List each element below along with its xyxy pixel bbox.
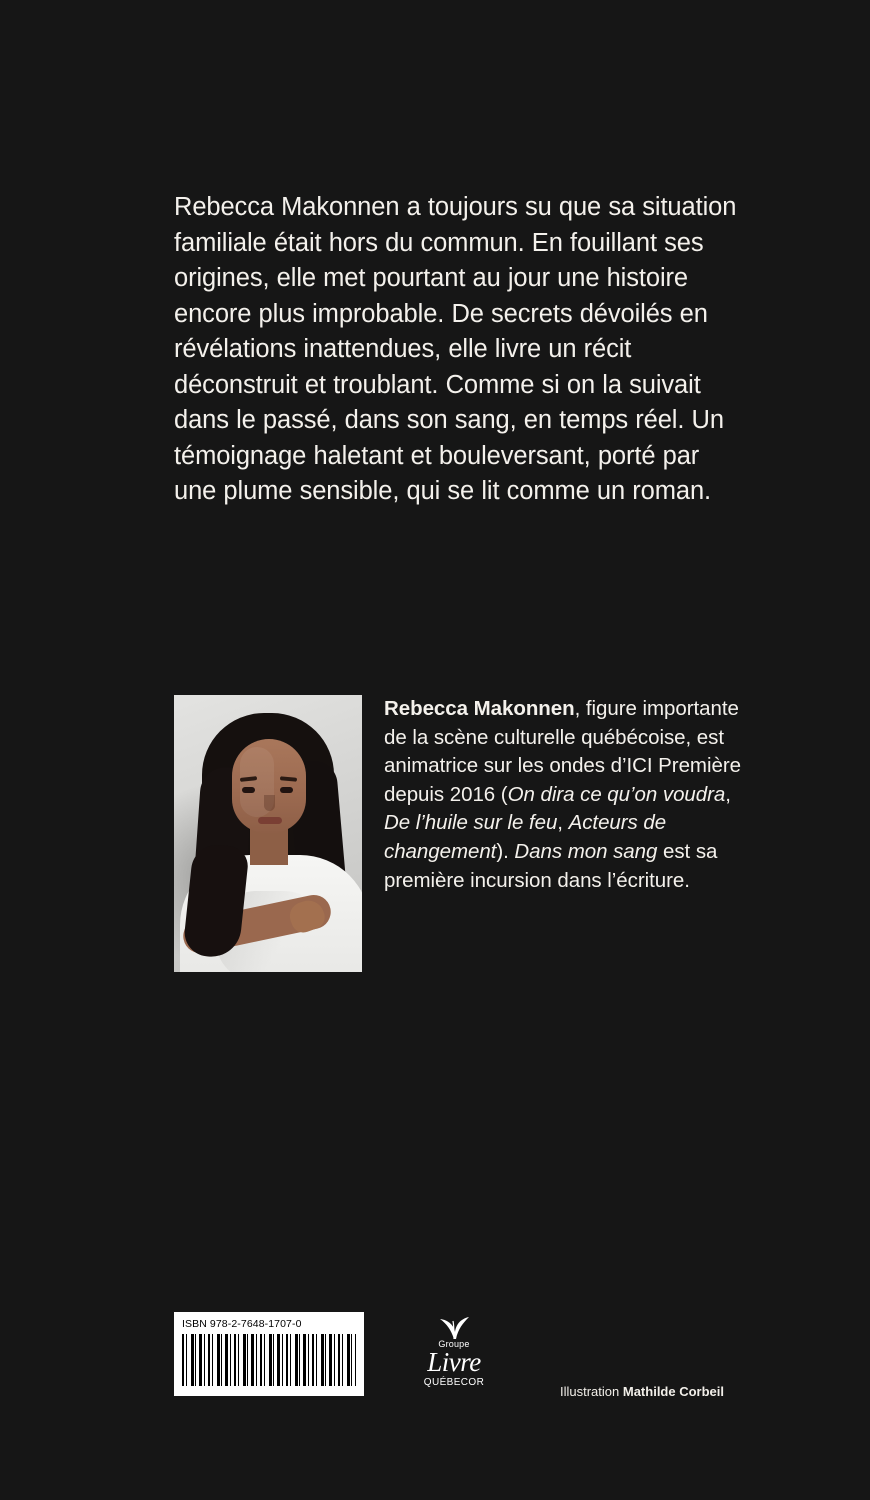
leaf-icon <box>404 1314 504 1340</box>
publisher-groupe-label: Groupe <box>438 1339 470 1349</box>
isbn-text: ISBN 978-2-7648-1707-0 <box>182 1318 302 1330</box>
author-bio-sep-1: , <box>725 782 731 806</box>
portrait-eye-left <box>242 787 255 793</box>
author-bio-part-1: , figure importante de la scène culturelle québécoise, est animatrice sur les ondes d’ICI Première depuis 2016 ( <box>384 697 741 806</box>
author-bio <box>362 695 746 895</box>
author-block <box>174 695 746 972</box>
author-bio-sep-2: , <box>557 811 569 835</box>
book-title: Dans mon sang <box>514 839 658 863</box>
illustration-credit <box>560 1384 724 1399</box>
illustration-credit-author: Mathilde Corbeil <box>622 1384 724 1399</box>
blurb-text: Rebecca Makonnen a toujours su que sa situation familiale était hors du commun. En fouillant ses origines, elle met pourtant au jour une histoire encore plus improbable. De secrets dévoilés en révélations inattendues, elle livre un récit déconstruit et troublant. Comme si on la suivait dans le passé, dans son sang, en temps réel. Un témoignage haletant et bouleversant, porté par une plume sensible, qui se lit comme un roman. <box>174 193 737 505</box>
publisher-quebecor-label: QUÉBECOR <box>423 1377 485 1388</box>
author-portrait-photo <box>174 695 362 972</box>
footer <box>0 1312 870 1422</box>
author-bio-part-3: est sa première incursion dans l’écriture. <box>384 839 718 892</box>
publisher-livre-label: Livre <box>427 1347 481 1377</box>
illustration-credit-label: Illustration <box>560 1384 623 1399</box>
publisher-logo <box>404 1314 504 1400</box>
author-work-2: De l’huile sur le feu <box>384 811 558 835</box>
portrait-eye-right <box>280 787 293 793</box>
portrait-mouth <box>258 817 282 824</box>
barcode-bars <box>182 1334 356 1386</box>
author-name: Rebecca Makonnen <box>384 697 575 720</box>
author-work-1: On dira ce qu’on voudra <box>507 782 726 806</box>
portrait-nose <box>264 795 275 811</box>
author-bio-part-2: ). <box>496 839 515 863</box>
isbn-barcode <box>174 1312 364 1396</box>
author-work-3: Acteurs de changement <box>384 811 667 863</box>
